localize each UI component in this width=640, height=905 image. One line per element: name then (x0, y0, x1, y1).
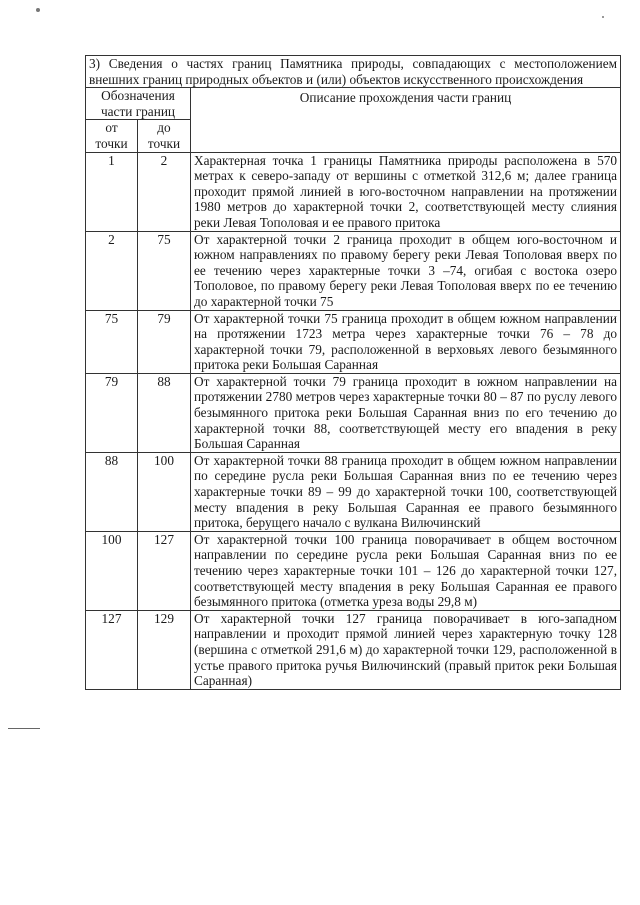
row-to-point: 127 (138, 531, 191, 610)
row-description: От характерной точки 75 граница проходит в общем южном направлении на протяжении 1723 метра через характерные точки 76 – 78 до характерной точки 79, расположенной в верховьях левого безымянного притока реки Большая Саранная (191, 310, 621, 373)
row-description: Характерная точка 1 границы Памятника природы расположена в 570 метрах к северо-западу от вершины с отметкой 312,6 м; далее граница проходит прямой линией в юго-восточном направлении на протяжении 1980 метров до характерной точки 2, соответствующей месту слияния реки Левая Тополовая и ее правого притока (191, 152, 621, 231)
table-row (86, 152, 621, 231)
row-from-point: 79 (86, 373, 138, 452)
row-to-point: 100 (138, 452, 191, 531)
header-from: от точки (86, 120, 138, 152)
row-to-point: 129 (138, 610, 191, 689)
row-from-point: 88 (86, 452, 138, 531)
row-to-point: 2 (138, 152, 191, 231)
header-to: до точки (138, 120, 191, 152)
boundary-table (85, 55, 621, 690)
row-description: От характерной точки 100 граница поворачивает в общем восточном направлении по середине русла реки Большая Саранная вниз по ее течению через характерные точки 101 – 126 до характерной точки 127, соответствующей месту впадения в реку Большая Саранная ее правого безымянного притока (отметка уреза воды 29,8 м) (191, 531, 621, 610)
header-row (86, 88, 621, 120)
scan-speck (36, 8, 40, 12)
row-from-point: 75 (86, 310, 138, 373)
row-description: От характерной точки 127 граница поворачивает в юго-западном направлении и проходит прямой линией через характерную точку 128 (вершина с отметкой 291,6 м) до характерной точки 129, расположенной в устье правого притока ручья Вилючинский (правый приток реки Большая Саранная) (191, 610, 621, 689)
row-from-point: 1 (86, 152, 138, 231)
row-to-point: 79 (138, 310, 191, 373)
table-row (86, 610, 621, 689)
scan-margin-mark (8, 728, 40, 729)
table-row (86, 231, 621, 310)
row-to-point: 75 (138, 231, 191, 310)
row-from-point: 127 (86, 610, 138, 689)
table-row (86, 310, 621, 373)
scan-speck (602, 16, 604, 18)
row-description: От характерной точки 79 граница проходит в южном направлении на протяжении 2780 метров через характерные точки 80 – 87 по руслу левого безымянного притока реки Большая Саранная вниз по его течению до характерной точки 88, соответствующей месту его впадения в реку Большая Саранная (191, 373, 621, 452)
header-description: Описание прохождения части границ (191, 88, 621, 152)
row-from-point: 100 (86, 531, 138, 610)
table-row (86, 531, 621, 610)
row-from-point: 2 (86, 231, 138, 310)
row-to-point: 88 (138, 373, 191, 452)
row-description: От характерной точки 88 граница проходит в общем южном направлении по середине русла реки Большая Саранная вниз по ее течению через характерные точки 89 – 99 до характерной точки 100, соответствующей месту впадения в реку Большая Саранная ее правого безымянного притока, берущего начало с вулкана Вилючинский (191, 452, 621, 531)
table-row (86, 452, 621, 531)
section-caption: 3) Сведения о частях границ Памятника природы, совпадающих с местоположением внешних границ природных объектов и (или) объектов искусственного происхождения (86, 56, 621, 88)
row-description: От характерной точки 2 граница проходит в общем юго-восточном и южном направлениях по правому берегу реки Левая Тополовая вверх по ее течению через характерные точки 3 –74, огибая с востока озеро Тополовое, по правому берегу реки Левая Тополовая вверх по ее течению до характерной точки 75 (191, 231, 621, 310)
caption-row (86, 56, 621, 88)
table-row (86, 373, 621, 452)
header-designation: Обозначения части границ (86, 88, 191, 120)
